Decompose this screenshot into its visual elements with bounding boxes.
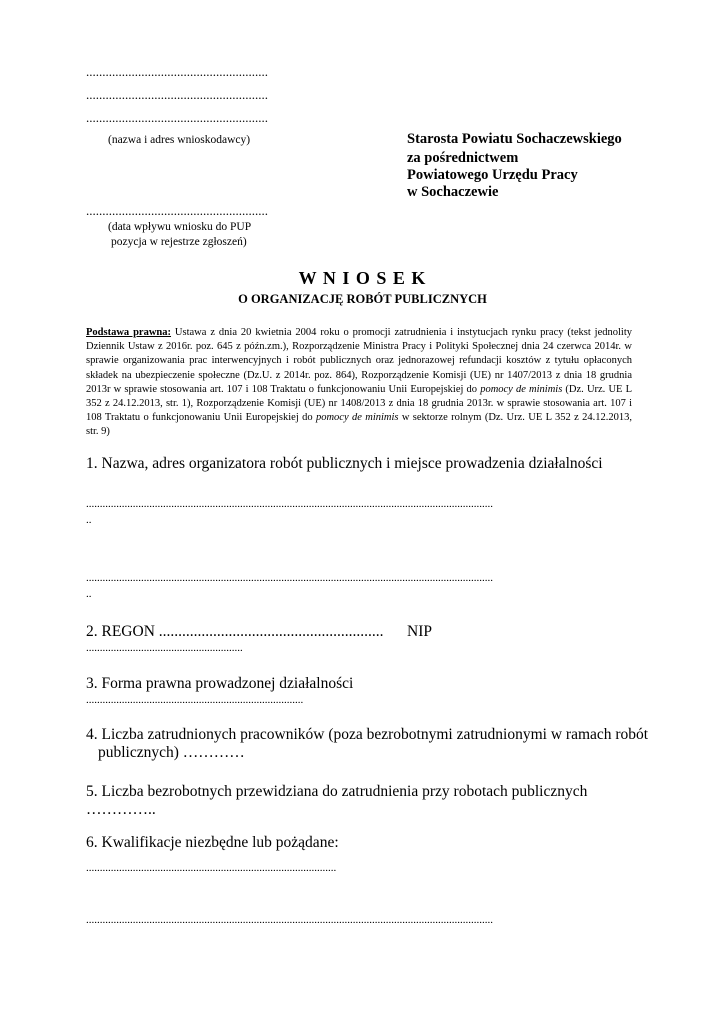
applicant-name-line-3[interactable]: ........................................................ bbox=[86, 110, 268, 125]
section-6-field-a[interactable]: ........................................................................................... bbox=[86, 862, 337, 874]
applicant-name-line-1[interactable]: ........................................................ bbox=[86, 64, 268, 79]
legal-basis bbox=[86, 326, 632, 440]
addressee-line-1: Starosta Powiatu Sochaczewskiego bbox=[407, 131, 622, 147]
section-1-field-a-cont[interactable]: .. bbox=[86, 514, 92, 526]
section-2-nip-label: NIP bbox=[407, 623, 432, 640]
legal-basis-text-1: Ustawa z dnia 20 kwietnia 2004 roku o promocji zatrudnienia i instytucjach rynku pracy (tekst jednolity Dziennik Ustaw z 2016r. poz. 645 z późn.zm.), Rozporządzenie Ministra Pracy i Polityki Społecznej dnia 24 czerwca 2014r. w sprawie organizowania prac interwencyjnych i robót publicznych oraz jednorazowej refundacji kosztów z tytułu opłaconych składek na ubezpieczenie społeczne (Dz.U. z 2014r. poz. 864), Rozporządzenie Komisji (UE) nr 1407/2013 z dnia 18 grudnia 2013r w sprawie stosowania art. 107 i 108 Traktatu o funkcjonowaniu Unii Europejskiej do bbox=[86, 327, 632, 395]
addressee-line-3: Powiatowego Urzędu Pracy bbox=[407, 167, 578, 183]
date-caption-2: pozycja w rejestrze zgłoszeń) bbox=[111, 236, 247, 248]
section-4-label: 4. Liczba zatrudnionych pracowników (poza bezrobotnymi zatrudnionymi w ramach robót bbox=[86, 726, 649, 743]
section-5-label: 5. Liczba bezrobotnych przewidziana do zatrudnienia przy robotach publicznych bbox=[86, 783, 588, 800]
section-2-regon[interactable]: 2. REGON .......................................................... bbox=[86, 623, 384, 640]
addressee-line-4: w Sochaczewie bbox=[407, 184, 499, 200]
section-6-field-b[interactable]: .................................................................................................................................................... bbox=[86, 914, 493, 926]
document-title: W N I O S E K bbox=[298, 268, 427, 288]
date-caption-1: (data wpływu wniosku do PUP bbox=[108, 221, 252, 233]
date-received-line[interactable]: ........................................................ bbox=[86, 203, 268, 218]
legal-basis-text-3: w sektorze rolnym (Dz. Urz. UE L 352 z 24.12.2013, str. 9) bbox=[86, 412, 632, 438]
document-subtitle: O ORGANIZACJĘ ROBÓT PUBLICZNYCH bbox=[238, 292, 487, 306]
section-2-nip-field[interactable]: ......................................................... bbox=[86, 642, 243, 654]
section-1-field-b[interactable]: .................................................................................................................................................... bbox=[86, 572, 493, 584]
section-5-field[interactable]: ………….. bbox=[86, 801, 156, 818]
section-3-field[interactable]: ............................................................................... bbox=[86, 694, 304, 706]
section-1-field-a[interactable]: .................................................................................................................................................... bbox=[86, 498, 493, 510]
applicant-caption: (nazwa i adres wnioskodawcy) bbox=[108, 134, 251, 146]
legal-basis-label: Podstawa prawna: bbox=[86, 327, 172, 338]
section-1-field-b-cont[interactable]: .. bbox=[86, 588, 92, 600]
section-1-label: 1. Nazwa, adres organizatora robót publicznych i miejsce prowadzenia działalności bbox=[86, 455, 603, 472]
legal-basis-text-2: (Dz. Urz. UE L 352 z 24.12.2013, str. 1), Rozporządzenie Komisji (UE) nr 1408/2013 z dnia 18 grudnia 2013r. w sprawie stosowania art. 107 i 108 Traktatu o funkcjonowaniu Unii Europejskiej do bbox=[86, 383, 632, 424]
legal-basis-italic-1: pomocy de minimis bbox=[480, 383, 563, 395]
section-3-label: 3. Forma prawna prowadzonej działalności bbox=[86, 675, 354, 692]
section-4-field[interactable]: publicznych) ………… bbox=[98, 744, 245, 761]
section-6-label: 6. Kwalifikacje niezbędne lub pożądane: bbox=[86, 834, 339, 851]
addressee-line-2: za pośrednictwem bbox=[407, 150, 519, 166]
legal-basis-italic-2: pomocy de minimis bbox=[315, 412, 399, 424]
applicant-name-line-2[interactable]: ........................................................ bbox=[86, 87, 268, 102]
